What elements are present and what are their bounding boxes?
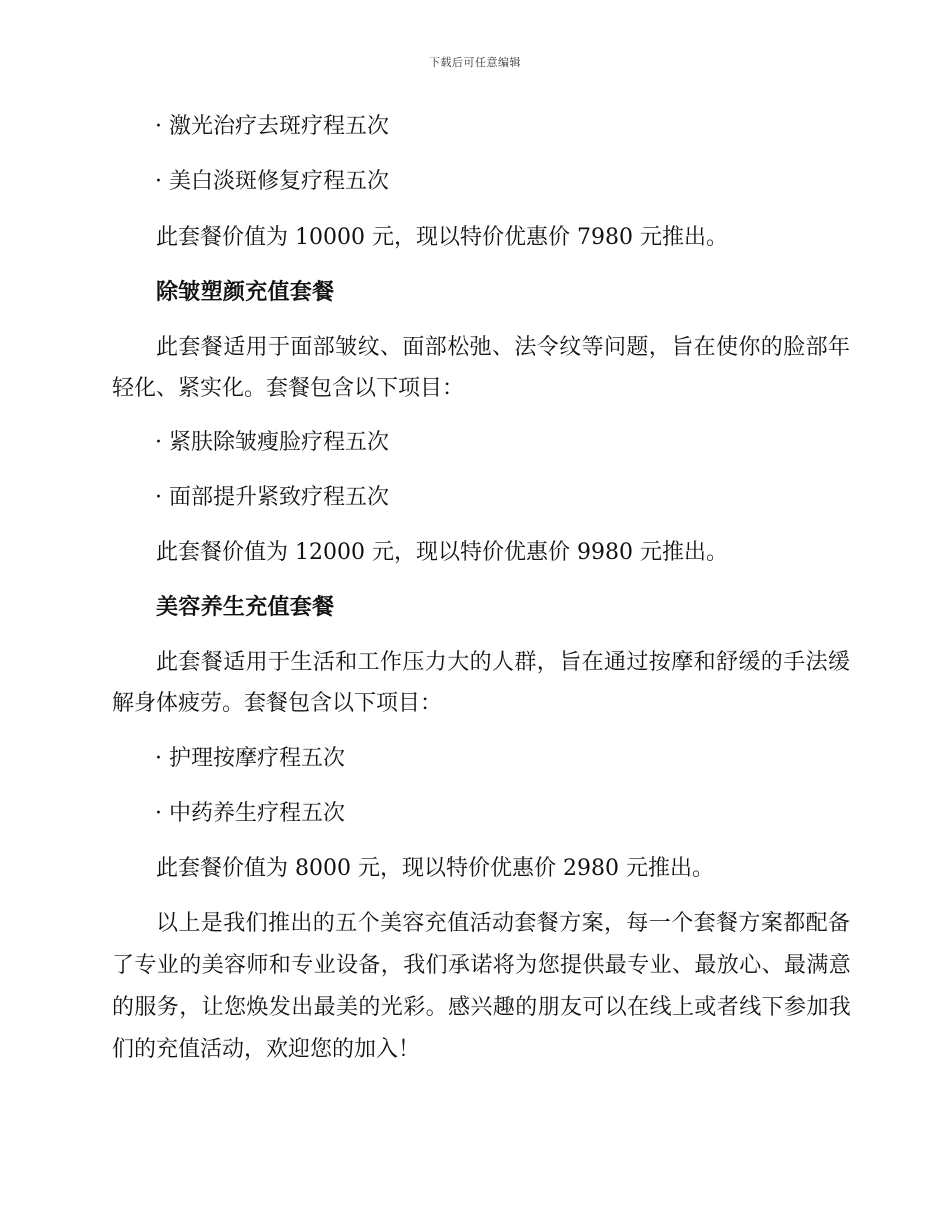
price-paragraph: 此套餐价值为 8000 元，现以特价优惠价 2980 元推出。 [156, 856, 714, 881]
paragraph-line: 们的充值活动，欢迎您的加入！ [112, 1037, 421, 1062]
list-item: · 中药养生疗程五次 [155, 801, 345, 826]
list-item: · 面部提升紧致疗程五次 [155, 485, 389, 510]
paragraph-line: 解身体疲劳。套餐包含以下项目： [112, 691, 443, 716]
paragraph-line: 以上是我们推出的五个美容充值活动套餐方案，每一个套餐方案都配备 [156, 911, 851, 936]
paragraph-line: 轻化、紧实化。套餐包含以下项目： [112, 376, 465, 401]
paragraph-line: 了专业的美容师和专业设备，我们承诺将为您提供最专业、最放心、最满意 [112, 953, 852, 978]
list-item: · 护理按摩疗程五次 [155, 746, 345, 771]
header-note: 下载后可任意编辑 [429, 56, 521, 69]
paragraph-line: 此套餐适用于面部皱纹、面部松弛、法令纹等问题，旨在使你的脸部年 [156, 335, 851, 360]
section-heading: 美容养生充值套餐 [156, 595, 335, 620]
list-item: · 激光治疗去斑疗程五次 [155, 114, 389, 139]
list-item: · 紧肤除皱瘦脸疗程五次 [155, 430, 389, 455]
price-paragraph: 此套餐价值为 12000 元，现以特价优惠价 9980 元推出。 [156, 540, 728, 565]
list-item: · 美白淡斑修复疗程五次 [155, 169, 389, 194]
section-heading: 除皱塑颜充值套餐 [156, 280, 335, 305]
price-paragraph: 此套餐价值为 10000 元，现以特价优惠价 7980 元推出。 [156, 225, 728, 250]
paragraph-line: 的服务，让您焕发出最美的光彩。感兴趣的朋友可以在线上或者线下参加我 [112, 995, 852, 1020]
paragraph-line: 此套餐适用于生活和工作压力大的人群，旨在通过按摩和舒缓的手法缓 [156, 650, 851, 675]
